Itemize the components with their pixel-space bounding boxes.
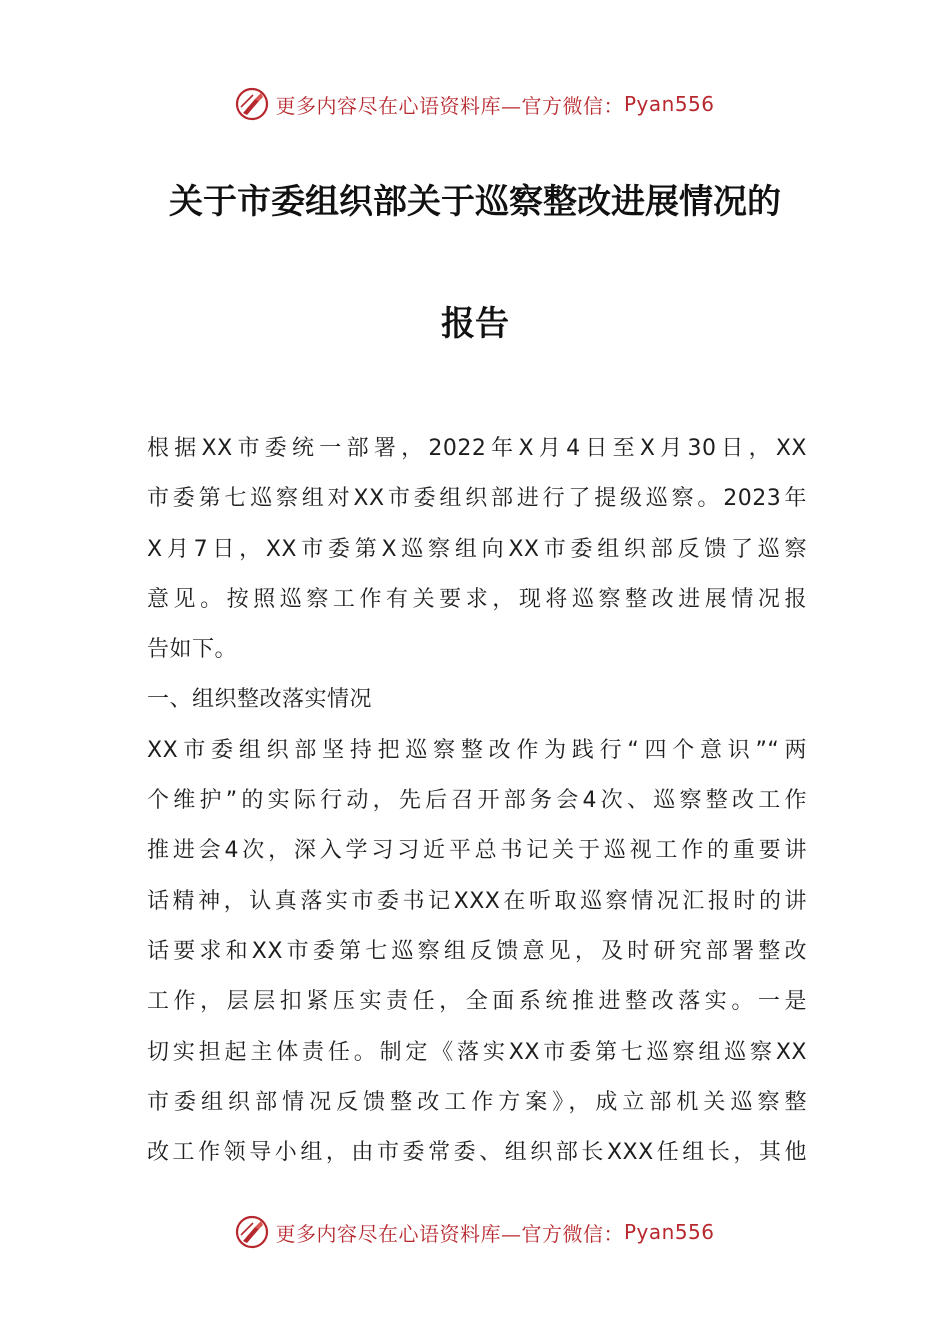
document-title-line-1: 关于市委组织部关于巡察整改进展情况的 (169, 182, 781, 222)
header-watermark-banner (0, 84, 950, 124)
banner-text: 更多内容尽在心语资料库—官方微信： (275, 1221, 624, 1246)
document-body (147, 424, 807, 1178)
pen-nib-icon (235, 1215, 269, 1249)
pen-nib-icon (235, 87, 269, 121)
body-line: 改工作领导小组，由市委常委、组织部长XXX任组长，其他 (147, 1140, 807, 1166)
body-line: 话要求和XX市委第七巡察组反馈意见，及时研究部署整改 (147, 938, 807, 964)
body-line: XX市委组织部坚持把巡察整改作为践行“四个意识”“两 (147, 737, 807, 763)
banner-wechat-id: Pyan556 (623, 92, 715, 116)
banner-text: 更多内容尽在心语资料库—官方微信： (275, 93, 624, 118)
body-line: 意见。按照巡察工作有关要求，现将巡察整改进展情况报 (147, 586, 807, 612)
body-line: 话精神，认真落实市委书记XXX在听取巡察情况汇报时的讲 (147, 888, 807, 914)
footer-watermark-banner (0, 1212, 950, 1252)
section-heading: 一、组织整改落实情况 (147, 687, 373, 713)
body-line: 根据XX市委统一部署，2022年X月4日至X月30日，XX (147, 436, 807, 461)
body-line: 工作，层层扣紧压实责任，全面系统推进整改落实。一是 (147, 989, 807, 1015)
body-line: 市委组织部情况反馈整改工作方案》，成立部机关巡察整 (147, 1089, 807, 1115)
body-line: 市委第七巡察组对XX市委组织部进行了提级巡察。2023年 (147, 486, 807, 512)
banner-wechat-id: Pyan556 (623, 1220, 715, 1244)
body-line: 切实担起主体责任。制定《落实XX市委第七巡察组巡察XX (147, 1039, 807, 1065)
body-line: X月7日，XX市委第X巡察组向XX市委组织部反馈了巡察 (147, 536, 807, 562)
body-line: 个维护”的实际行动，先后召开部务会4次、巡察整改工作 (147, 788, 807, 814)
body-line: 告如下。 (147, 637, 238, 663)
document-title-line-2: 报告 (441, 304, 509, 344)
body-line: 推进会4次，深入学习习近平总书记关于巡视工作的重要讲 (147, 838, 807, 864)
